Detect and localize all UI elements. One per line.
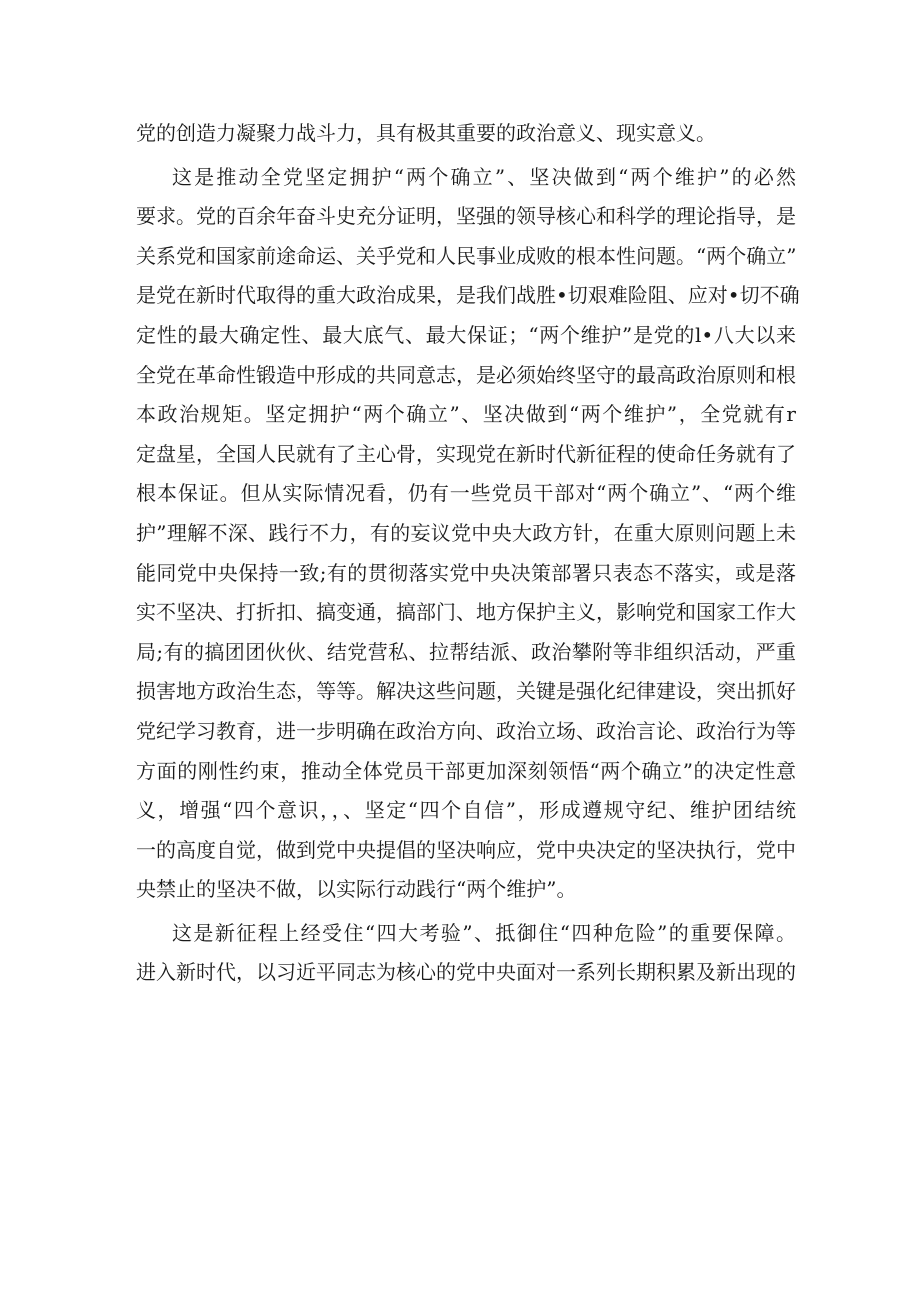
text-line: 方面的刚性约束，推动全体党员干部更加深刻领悟“两个确立”的决定性意 (136, 758, 796, 783)
paragraph (136, 114, 796, 154)
text-line: 这是新征程上经受住“四大考验”、抵御住“四种危险”的重要保障。 (172, 920, 796, 945)
text-line: 党纪学习教育，进一步明确在政治方向、政治立场、政治言论、政治行为等 (136, 718, 796, 743)
text-line: 能同党中央保持一致;有的贯彻落实党中央决策部署只表态不落实，或是落 (136, 560, 796, 585)
text-line: 定性的最大确定性、最大底气、最大保证；“两个维护”是党的l•八大以来 (136, 322, 796, 347)
text-line: 一的高度自觉，做到党中央提倡的坚决响应，党中央决定的坚决执行，党中 (136, 837, 796, 862)
paragraph (136, 914, 796, 993)
text-line: 是党在新时代取得的重大政治成果，是我们战胜•切艰难险阻、应对•切不确 (136, 283, 800, 308)
text-line: 根本保证。但从实际情况看，仍有一些党员干部对“两个确立”、“两个维 (136, 481, 796, 506)
text-line: 央禁止的坚决不做，以实际行动践行“两个维护”。 (136, 877, 577, 902)
text-line: 进入新时代，以习近平同志为核心的党中央面对一系列长期积累及新出现的 (136, 960, 796, 985)
text-line: 全党在革命性锻造中形成的共同意志，是必须始终坚守的最高政治原则和根 (136, 362, 796, 387)
text-line: 要求。党的百余年奋斗史充分证明，坚强的领导核心和科学的理论指导，是 (136, 204, 796, 229)
text-line: 关系党和国家前途命运、关乎党和人民事业成败的根本性问题。“两个确立” (136, 243, 797, 268)
text-line: 党的创造力凝聚力战斗力，具有极其重要的政治意义、现实意义。 (136, 121, 716, 145)
text-line: 义，增强“四个意识，，、坚定“四个自信”，形成遵规守纪、维护团结统 (136, 798, 796, 823)
text-line: 损害地方政治生态，等等。解决这些问题，关键是强化纪律建设，突出抓好 (136, 679, 796, 704)
text-line: 这是推动全党坚定拥护“两个确立”、坚决做到“两个维护”的必然 (172, 164, 796, 189)
text-line: 局;有的搞团团伙伙、结党营私、拉帮结派、政治攀附等非组织活动，严重 (136, 639, 796, 664)
document-body (136, 114, 800, 993)
paragraph (136, 158, 800, 910)
text-line: 护”理解不深、践行不力，有的妄议党中央大政方针，在重大原则问题上未 (136, 520, 796, 545)
text-line: 实不坚决、打折扣、搞变通，搞部门、地方保护主义，影响党和国家工作大 (136, 600, 796, 625)
text-line: 本政治规矩。坚定拥护“两个确立”、坚决做到“两个维护”，全党就有r (136, 402, 796, 427)
text-line: 定盘星，全国人民就有了主心骨，实现党在新时代新征程的使命任务就有了 (136, 441, 796, 466)
